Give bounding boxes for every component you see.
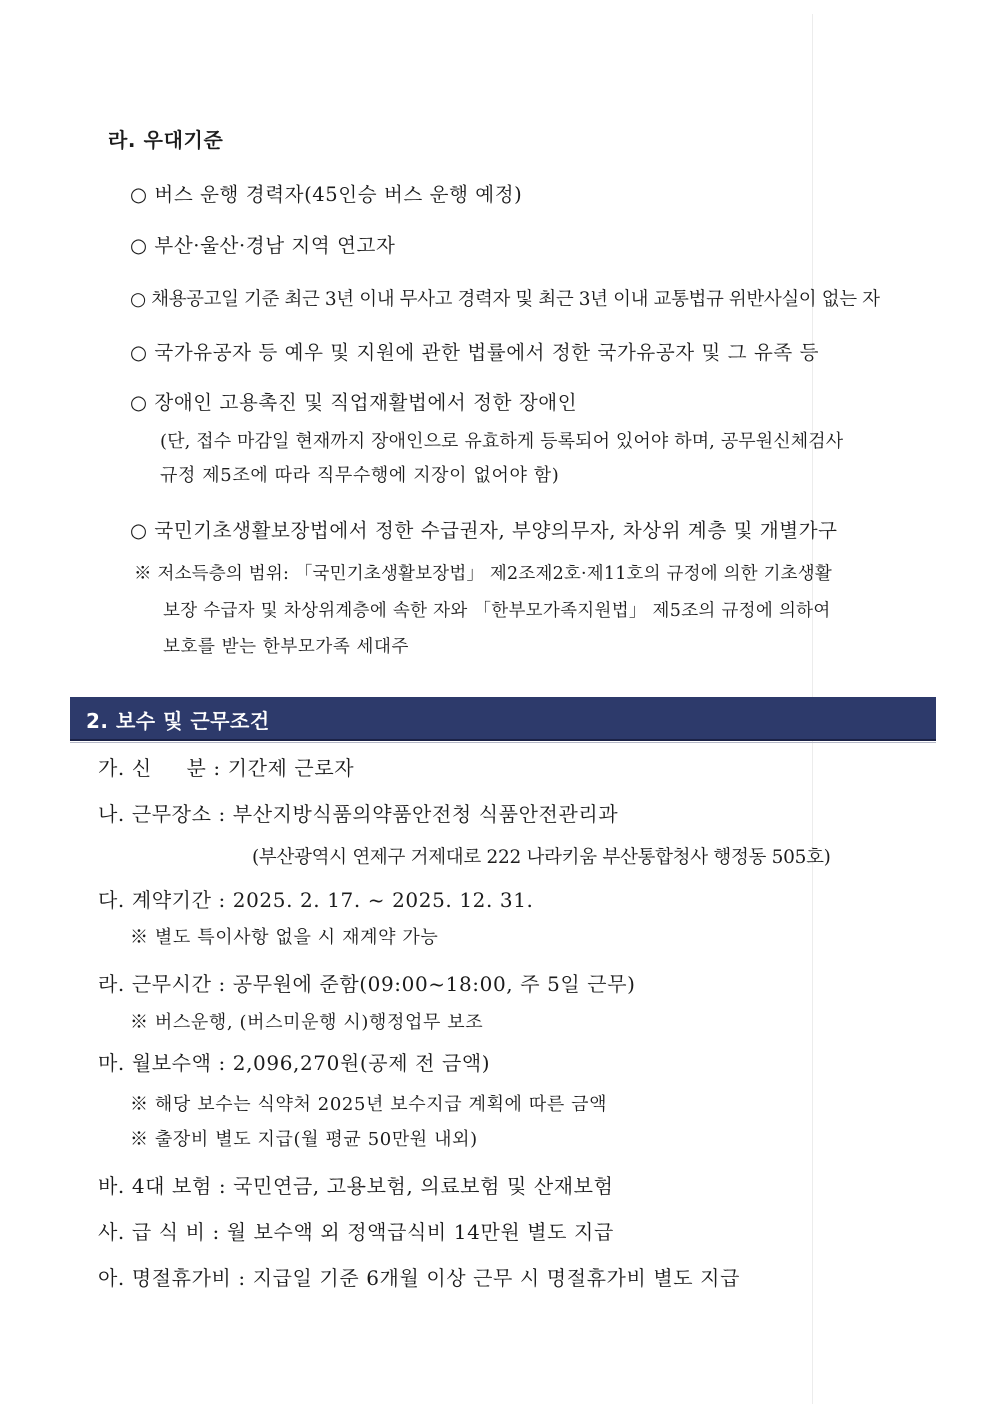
salary-note-2: ※ 출장비 별도 지급(월 평균 50만원 내외) bbox=[130, 1129, 478, 1150]
workplace-address: (부산광역시 연제구 거제대로 222 나라키움 부산통합청사 행정동 505호) bbox=[252, 847, 831, 868]
low-income-note-line-2: 보장 수급자 및 차상위계층에 속한 자와 「한부모가족지원법」 제5조의 규정에 의하여 bbox=[163, 601, 831, 621]
preference-item-safe-driver: ○ 채용공고일 기준 최근 3년 이내 무사고 경력자 및 최근 3년 이내 교통법규 위반사실이 없는 자 bbox=[130, 289, 880, 310]
preference-item-disabled: ○ 장애인 고용촉진 및 직업재활법에서 정한 장애인 bbox=[130, 391, 578, 414]
low-income-note-line-1: ※ 저소득층의 범위: 「국민기초생활보장법」 제2조제2호·제11호의 규정에 의한 기초생활 bbox=[134, 564, 832, 584]
condition-contract-period: 다. 계약기간 : 2025. 2. 17. ~ 2025. 12. 31. bbox=[98, 888, 534, 912]
contract-note: ※ 별도 특이사항 없을 시 재계약 가능 bbox=[130, 927, 439, 948]
hours-note: ※ 버스운행, (버스미운행 시)행정업무 보조 bbox=[130, 1012, 484, 1033]
section-underline bbox=[70, 742, 936, 743]
low-income-note-line-3: 보호를 받는 한부모가족 세대주 bbox=[163, 637, 410, 657]
condition-status: 가. 신 분 : 기간제 근로자 bbox=[98, 756, 355, 780]
section-banner bbox=[70, 697, 936, 741]
preference-item-regional: ○ 부산·울산·경남 지역 연고자 bbox=[130, 234, 396, 257]
disabled-note-line-1: (단, 접수 마감일 현재까지 장애인으로 유효하게 등록되어 있어야 하며, 공무원신체검사 bbox=[160, 431, 844, 452]
salary-note-1: ※ 해당 보수는 식약처 2025년 보수지급 계획에 따른 금액 bbox=[130, 1094, 608, 1115]
condition-workplace: 나. 근무장소 : 부산지방식품의약품안전청 식품안전관리과 bbox=[98, 802, 619, 826]
condition-work-hours: 라. 근무시간 : 공무원에 준함(09:00~18:00, 주 5일 근무) bbox=[98, 972, 636, 996]
condition-monthly-salary: 마. 월보수액 : 2,096,270원(공제 전 금액) bbox=[98, 1051, 491, 1075]
preference-heading: 라. 우대기준 bbox=[108, 128, 224, 152]
disabled-note-line-2: 규정 제5조에 따라 직무수행에 지장이 없어야 함) bbox=[160, 465, 560, 486]
preference-item-basic-living: ○ 국민기초생활보장법에서 정한 수급권자, 부양의무자, 차상위 계층 및 개별가구 bbox=[130, 519, 838, 542]
condition-insurance: 바. 4대 보험 : 국민연금, 고용보험, 의료보험 및 산재보험 bbox=[98, 1174, 614, 1198]
condition-holiday-bonus: 아. 명절휴가비 : 지급일 기준 6개월 이상 근무 시 명절휴가비 별도 지급 bbox=[98, 1266, 740, 1290]
condition-meal-allowance: 사. 급 식 비 : 월 보수액 외 정액급식비 14만원 별도 지급 bbox=[98, 1220, 614, 1244]
preference-item-bus-experience: ○ 버스 운행 경력자(45인승 버스 운행 예정) bbox=[130, 183, 523, 206]
section-title: 2. 보수 및 근무조건 bbox=[86, 709, 270, 733]
preference-item-veterans: ○ 국가유공자 등 예우 및 지원에 관한 법률에서 정한 국가유공자 및 그 유족 등 bbox=[130, 341, 820, 364]
